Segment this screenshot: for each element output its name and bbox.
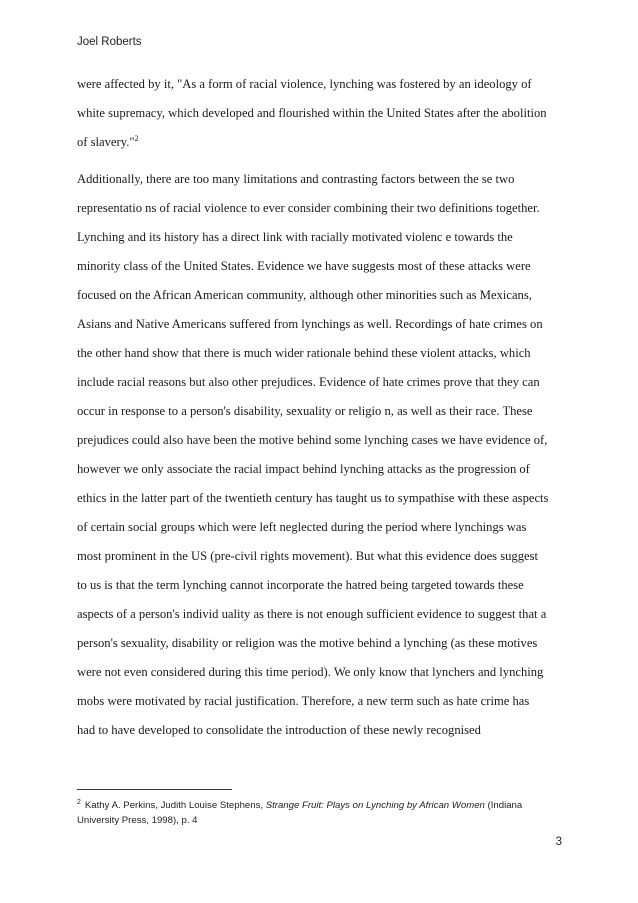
text-line: to us is that the term lynching cannot incorporate the hatred being targeted towards these: [77, 578, 524, 592]
footnote-line: University Press, 1998), p. 4: [77, 815, 198, 826]
text-line: minority class of the United States. Evidence we have suggests most of these attacks were: [77, 259, 531, 273]
footnote-authors: Kathy A. Perkins, Judith Louise Stephens,: [84, 800, 266, 811]
footnote-publisher-start: (Indiana: [484, 800, 523, 811]
text-line: had to have developed to consolidate the introduction of these newly recognised: [77, 723, 481, 737]
text-line: the other hand show that there is much wider rationale behind these violent attacks, which: [77, 346, 531, 360]
text-line: Asians and Native Americans suffered from lynchings as well. Recordings of hate crimes on: [77, 317, 543, 331]
text-line: occur in response to a person's disability, sexuality or religio n, as well as their race. These: [77, 404, 533, 418]
text-line: white supremacy, which developed and flourished within the United States after the abolition: [77, 106, 547, 120]
paragraph-2: [77, 165, 577, 745]
text-line: include racial reasons but also other prejudices. Evidence of hate crimes prove that they can: [77, 375, 540, 389]
body-text: [77, 70, 577, 745]
text-line: aspects of a person's individ uality as there is not enough sufficient evidence to suggest that a: [77, 607, 547, 621]
text-line: mobs were motivated by racial justification. Therefore, a new term such as hate crime has: [77, 694, 530, 708]
text-line: of certain social groups which were left neglected during the period where lynchings was: [77, 520, 527, 534]
text-line: were not even considered during this time period). We only know that lynchers and lynching: [77, 665, 544, 679]
text-line: focused on the African American community, although other minorities such as Mexicans,: [77, 288, 532, 302]
text-line: however we only associate the racial impact behind lynching attacks as the progression of: [77, 462, 530, 476]
footnote-number: 2: [77, 798, 81, 806]
footnote-reference: 2: [134, 133, 139, 143]
text-line: Lynching and its history has a direct link with racially motivated violenc e towards the: [77, 230, 513, 244]
text-line: person's sexuality, disability or religion was the motive behind a lynching (as these motives: [77, 636, 538, 650]
footnote-separator: [77, 789, 232, 790]
text-line-content: of slavery.": [77, 135, 135, 149]
paragraph-1: [77, 70, 577, 157]
page-number: 3: [555, 836, 562, 848]
footnote: [77, 798, 577, 828]
text-line: representatio ns of racial violence to ever consider combining their two definitions together.: [77, 201, 540, 215]
text-line: ethics in the latter part of the twentieth century has taught us to sympathise with these aspects: [77, 491, 549, 505]
page-header-author: Joel Roberts: [77, 36, 142, 48]
footnote-book-title: Strange Fruit: Plays on Lynching by African Women: [265, 800, 485, 811]
text-line: Additionally, there are too many limitations and contrasting factors between the se two: [77, 172, 515, 186]
text-line: prejudices could also have been the motive behind some lynching cases we have evidence of,: [77, 433, 548, 447]
text-line: most prominent in the US (pre-civil rights movement). But what this evidence does suggest: [77, 549, 538, 563]
footnote-line: [77, 798, 577, 813]
text-line: were affected by it, "As a form of racial violence, lynching was fostered by an ideology of: [77, 77, 532, 91]
text-line: [77, 128, 577, 157]
